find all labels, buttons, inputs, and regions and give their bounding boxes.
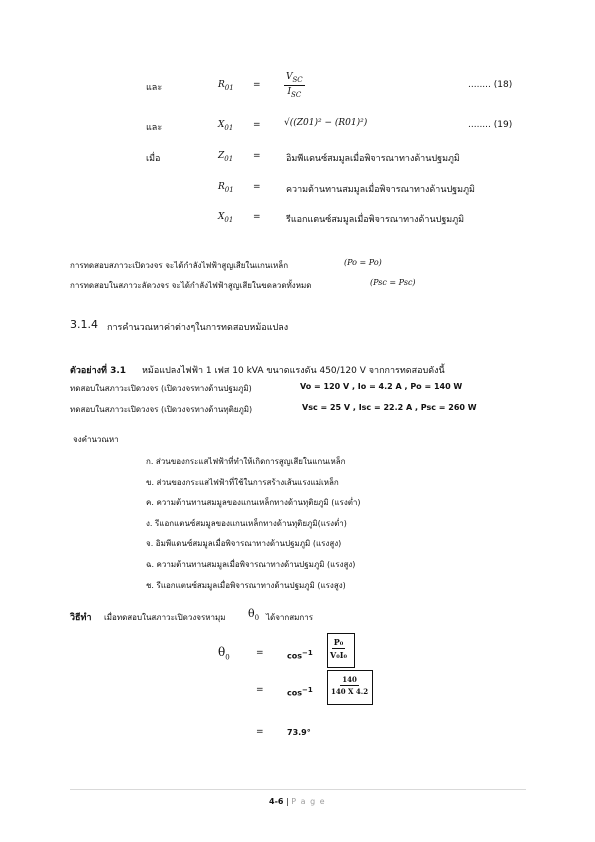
r01-symbol-def: $R_{01}$ — [218, 182, 234, 194]
short-circuit-equation: (Psc = Psc) — [370, 278, 416, 287]
section-number: 3.1.4 — [70, 318, 98, 331]
r01-symbol: $R_{01}$ — [218, 80, 234, 92]
r01-description: ความต้านทานสมมูลเมื่อพิจารณาทางด้านปฐมภูมิ — [286, 185, 475, 195]
task-heading: จงคำนวณหา — [73, 435, 119, 444]
equals-r01: = — [253, 182, 261, 192]
example-line-2-values: Vo = 120 V , Io = 4.2 A , Po = 140 W — [300, 382, 463, 391]
example-line-3-text: ทดสอบในสภาวะเปิดวงจร (เปิดวงจรทางด้านทุติยภูมิ) — [70, 405, 253, 414]
task-item: ข. ส่วนของกระแสไฟฟ้าที่ใช้ในการสร้างเส้นแรงแม่เหล็ก — [146, 478, 339, 487]
task-item: ช. รีแอกแตนซ์สมมูลเมื่อพิจารณาทางด้านปฐมภูมิ (แรงสูง) — [146, 581, 346, 590]
z01-symbol: $Z_{01}$ — [218, 151, 234, 163]
footer-divider — [70, 789, 526, 790]
example-line-2-text: ทดสอบในสภาวะเปิดวงจร (เปิดวงจรทางด้านปฐมภูมิ) — [70, 384, 252, 393]
footer-separator: | — [286, 797, 289, 806]
task-item: ฉ. ความต้านทานสมมูลเมื่อพิจารณาทางด้านปฐมภูมิ (แรงสูง) — [146, 560, 356, 569]
equation-ref-19: ........ (19) — [468, 120, 513, 130]
short-circuit-test-text: การทดสอบในสภาวะลัดวงจร จะได้กำลังไฟฟ้าสูญเสียในขดลวดทั้งหมด — [70, 281, 312, 290]
x01-symbol-def: $X_{01}$ — [218, 212, 234, 224]
open-circuit-test-text: การทดสอบสภาวะเปิดวงจร จะได้กำลังไฟฟ้าสูญเสียในแกนเหล็ก — [70, 261, 289, 270]
equals-19: = — [253, 120, 261, 130]
sqrt-expression: √((Z01)² − (R01)²) — [284, 118, 368, 128]
equals-z01: = — [253, 151, 261, 161]
solution-after-text: ได้จากสมการ — [266, 613, 314, 622]
equals-x01: = — [253, 212, 261, 222]
equals-18: = — [253, 80, 261, 90]
equals-step-2: = — [256, 685, 264, 695]
result-value: 73.9° — [287, 728, 311, 737]
page-footer — [269, 797, 326, 806]
where-label: เมื่อ — [146, 154, 161, 164]
equals-step-1: = — [256, 648, 264, 658]
x01-symbol: $X_{01}$ — [218, 120, 234, 132]
x01-description: รีแอกแตนซ์สมมูลเมื่อพิจารณาทางด้านปฐมภูมิ — [286, 215, 465, 225]
section-title: การคำนวณหาค่าต่างๆในการทดสอบหม้อแปลง — [107, 323, 289, 333]
example-label: ตัวอย่างที่ 3.1 — [70, 366, 127, 376]
open-circuit-equation: (Po = Po) — [344, 258, 382, 267]
equals-step-3: = — [256, 727, 264, 737]
theta0-lhs: $\theta_0$ — [218, 645, 230, 662]
z01-description: อิมพีแดนซ์สมมูลเมื่อพิจารณาทางด้านปฐมภูมิ — [286, 154, 460, 164]
and-label-19: และ — [146, 123, 163, 133]
task-item: ก. ส่วนของกระแสไฟฟ้าที่ทำให้เกิดการสูญเสียในแกนเหล็ก — [146, 457, 346, 466]
equation-ref-18: ........ (18) — [468, 80, 513, 90]
numeric-fraction: $\frac{140}{140 X 4.2}$ — [331, 675, 369, 696]
arccos-step-1: $\cos^{-1}$ — [287, 649, 313, 661]
task-item: ง. รีแอกแตนซ์สมมูลของแกนเหล็กทางด้านทุติยภูมิ(แรงต่ำ) — [146, 519, 347, 528]
p0-over-v0i0-fraction: $\frac{\text{P₀}}{\text{V₀I₀}}$ — [330, 637, 347, 660]
page-number: 4-6 — [269, 797, 284, 806]
page-label: P a g e — [291, 797, 326, 806]
solution-text: เมื่อทดสอบในสภาวะเปิดวงจรหามุม — [104, 613, 226, 622]
vsc-over-isc-fraction: $V_{SC}$ $I_{SC}$ — [286, 72, 303, 99]
and-label-18: และ — [146, 83, 163, 93]
example-line-1: หม้อแปลงไฟฟ้า 1 เฟส 10 kVA ขนาดแรงดัน 450/120 V จากการทดสอบดังนี้ — [142, 366, 445, 376]
example-line-3-values: Vsc = 25 V , Isc = 22.2 A , Psc = 260 W — [302, 403, 477, 412]
theta-symbol: $\theta_0$ — [248, 607, 260, 623]
arccos-step-2: $\cos^{-1}$ — [287, 686, 313, 698]
solution-label: วิธีทำ — [70, 613, 92, 623]
task-item: ค. ความต้านทานสมมูลของแกนเหล็กทางด้านทุติยภูมิ (แรงต่ำ) — [146, 498, 361, 507]
task-item: จ. อิมพีแดนซ์สมมูลเมื่อพิจารณาทางด้านปฐมภูมิ (แรงสูง) — [146, 539, 342, 548]
